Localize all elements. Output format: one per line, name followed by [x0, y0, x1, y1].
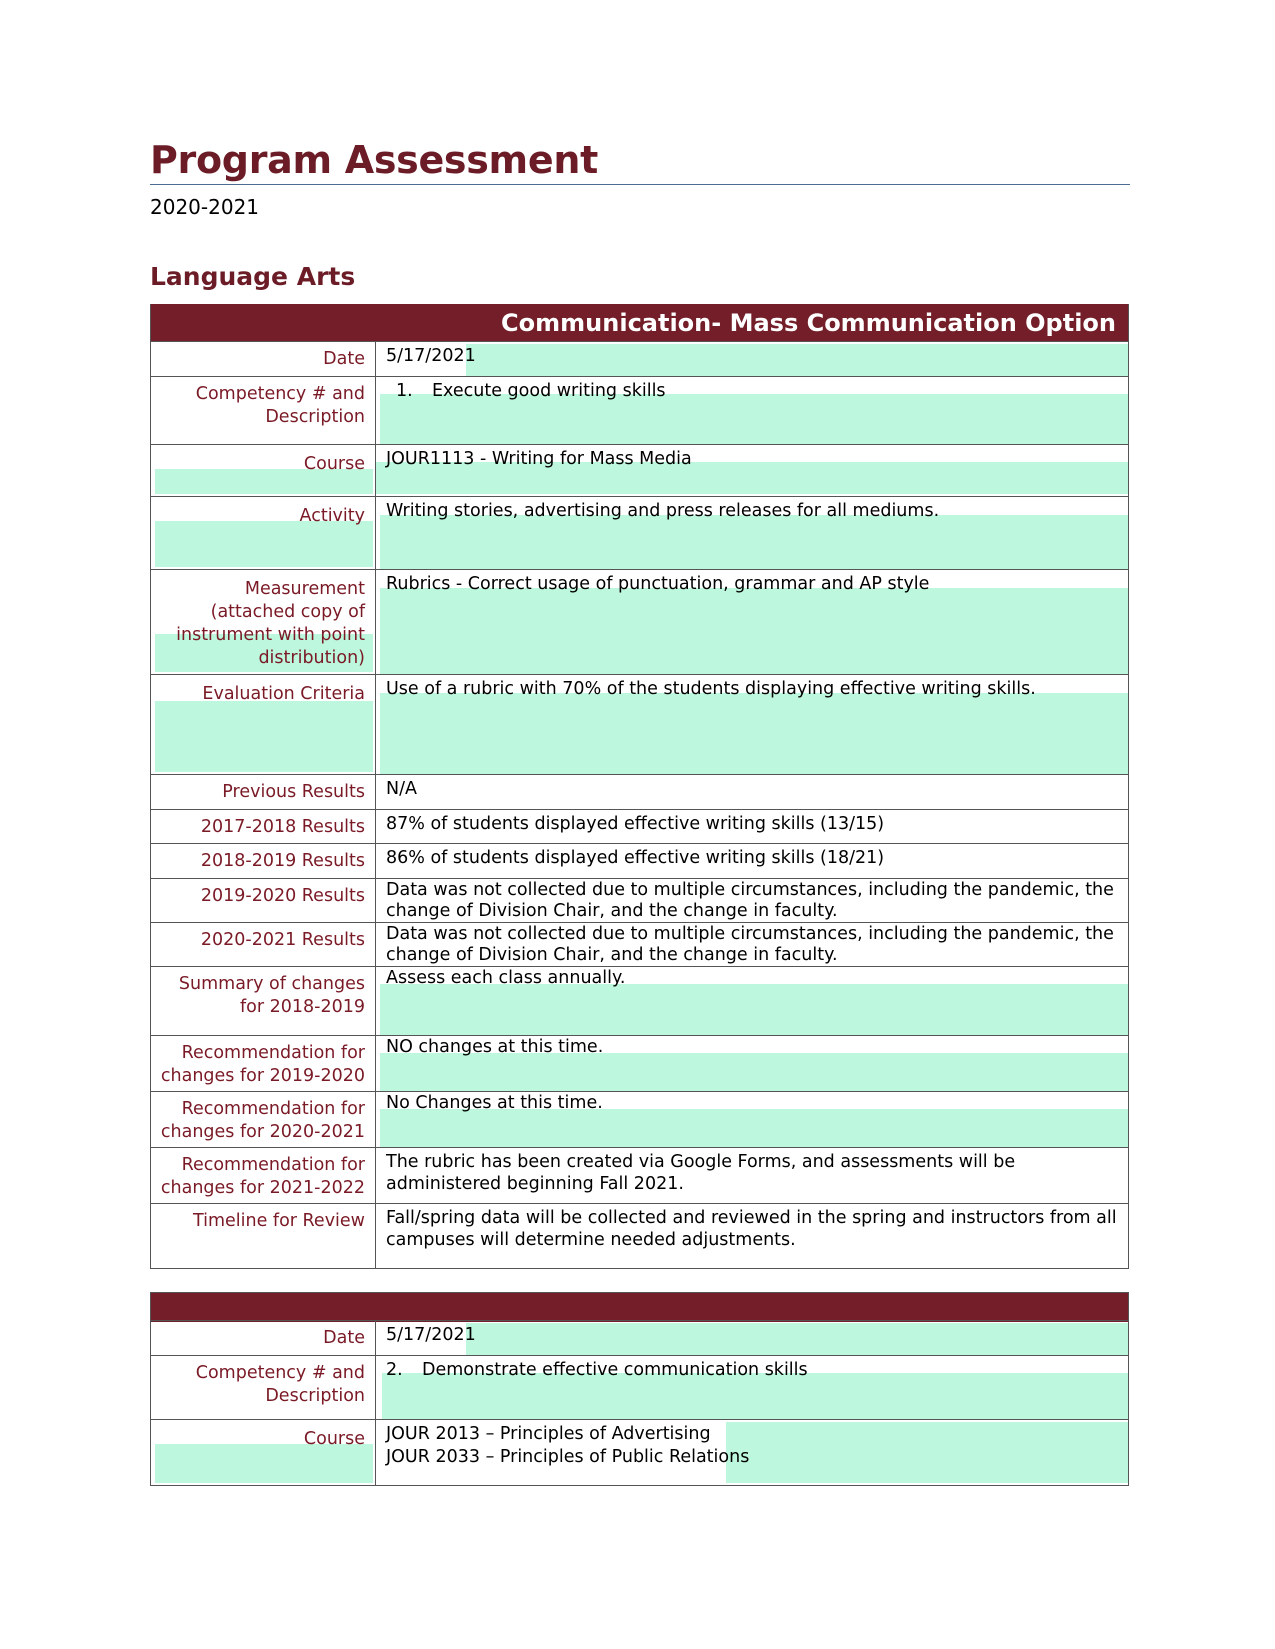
row-value: 87% of students displayed effective writing skills (13/15)	[386, 814, 885, 834]
table-row-recommendation-2019-2020	[151, 1035, 1128, 1091]
summary-value: Assess each class annually.	[386, 968, 626, 988]
row-label: Activity	[151, 497, 376, 569]
row-label: Recommendation for changes for 2019-2020	[151, 1036, 376, 1091]
date-value: 5/17/2021	[386, 346, 476, 366]
row-value: Data was not collected due to multiple circumstances, including the pandemic, the change of Division Chair, and the change in faculty.	[386, 880, 1114, 921]
section-heading: Language Arts	[150, 262, 356, 291]
row-label: Measurement (attached copy of instrument with point distribution)	[151, 570, 376, 674]
table-row-summary-2018-2019	[151, 966, 1128, 1035]
competency-number: 2.	[386, 1360, 403, 1380]
row-label: Timeline for Review	[151, 1204, 376, 1268]
row-value: 86% of students displayed effective writing skills (18/21)	[386, 848, 885, 868]
row-value	[376, 377, 1128, 444]
table-row-results-2019-2020	[151, 878, 1128, 922]
row-value: Fall/spring data will be collected and reviewed in the spring and instructors from all campuses will determine needed adjustments.	[386, 1208, 1117, 1250]
competency-number: 1.	[396, 381, 413, 401]
row-value	[376, 1420, 1128, 1485]
row-value	[376, 1356, 1128, 1419]
table-row-competency	[151, 376, 1128, 444]
assessment-table-1	[150, 304, 1129, 1269]
row-label: Recommendation for changes for 2020-2021	[151, 1092, 376, 1147]
table-row-results-2018-2019	[151, 843, 1128, 878]
title-underline	[150, 184, 1130, 185]
row-label: Date	[151, 342, 376, 376]
row-value	[376, 342, 1128, 376]
assessment-table-2	[150, 1320, 1129, 1486]
row-value: The rubric has been created via Google Forms, and assessments will be administered beginning Fall 2021.	[386, 1152, 1016, 1194]
date-value: 5/17/2021	[386, 1325, 476, 1345]
row-value	[376, 1321, 1128, 1355]
table-header	[150, 1292, 1129, 1322]
competency-description: Demonstrate effective communication skills	[422, 1360, 808, 1380]
row-value: Data was not collected due to multiple circumstances, including the pandemic, the change of Division Chair, and the change in faculty.	[386, 924, 1114, 965]
row-value	[376, 1036, 1128, 1091]
table-row-date	[151, 341, 1128, 376]
activity-value: Writing stories, advertising and press releases for all mediums.	[386, 501, 940, 521]
row-label: Date	[151, 1321, 376, 1355]
row-label: Course	[151, 1420, 376, 1485]
course-line-2: JOUR 2033 – Principles of Public Relations	[386, 1447, 750, 1467]
table-row-measurement	[151, 569, 1128, 674]
row-label: Course	[151, 445, 376, 496]
row-label: 2018-2019 Results	[151, 844, 376, 878]
course-value: JOUR1113 - Writing for Mass Media	[386, 449, 692, 469]
course-line-1: JOUR 2013 – Principles of Advertising	[386, 1424, 711, 1444]
competency-description: Execute good writing skills	[432, 381, 666, 401]
table-row-date	[151, 1320, 1128, 1355]
measurement-value: Rubrics - Correct usage of punctuation, grammar and AP style	[386, 574, 930, 594]
table-row-previous-results	[151, 774, 1128, 809]
table-2-header-bar	[150, 1292, 1129, 1322]
table-row-timeline	[151, 1203, 1128, 1268]
row-label: 2019-2020 Results	[151, 879, 376, 922]
recommendation-value: NO changes at this time.	[386, 1037, 604, 1057]
row-value	[376, 445, 1128, 496]
table-header: Communication- Mass Communication Option	[151, 304, 1128, 341]
academic-year: 2020-2021	[150, 195, 260, 219]
row-label: Evaluation Criteria	[151, 675, 376, 774]
row-value: N/A	[386, 779, 417, 799]
row-value	[376, 675, 1128, 774]
table-row-results-2017-2018	[151, 809, 1128, 843]
table-row-course	[151, 1419, 1128, 1485]
row-value	[376, 570, 1128, 674]
table-row-activity	[151, 496, 1128, 569]
row-label: 2017-2018 Results	[151, 810, 376, 843]
row-value	[376, 1092, 1128, 1147]
recommendation-value: No Changes at this time.	[386, 1093, 603, 1113]
row-value	[376, 497, 1128, 569]
row-label: Recommendation for changes for 2021-2022	[151, 1148, 376, 1203]
row-value	[376, 967, 1128, 1035]
row-label: Competency # and Description	[151, 377, 376, 444]
row-label: Competency # and Description	[151, 1356, 376, 1419]
table-row-recommendation-2021-2022	[151, 1147, 1128, 1203]
table-row-competency	[151, 1355, 1128, 1419]
table-row-course	[151, 444, 1128, 496]
table-row-evaluation-criteria	[151, 674, 1128, 774]
row-label: Previous Results	[151, 775, 376, 809]
table-row-recommendation-2020-2021	[151, 1091, 1128, 1147]
page-title: Program Assessment	[150, 138, 598, 182]
evaluation-criteria-value: Use of a rubric with 70% of the students displaying effective writing skills.	[386, 679, 1036, 699]
row-label: 2020-2021 Results	[151, 923, 376, 966]
row-label: Summary of changes for 2018-2019	[151, 967, 376, 1035]
table-row-results-2020-2021	[151, 922, 1128, 966]
